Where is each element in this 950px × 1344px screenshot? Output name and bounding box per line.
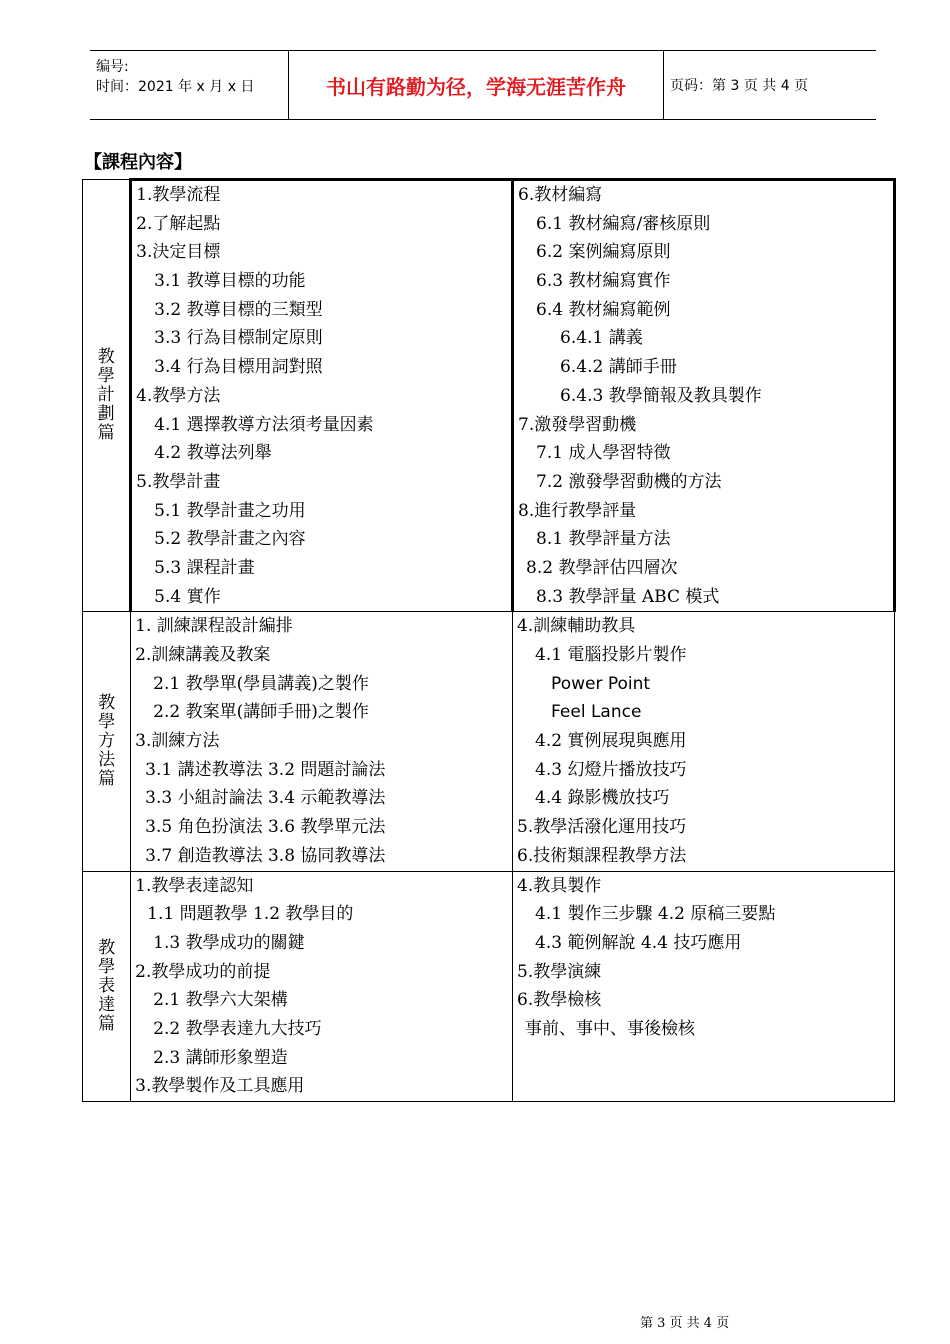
outline-item: 5.1 教學計畫之功用 [154,500,306,521]
outline-item: 5.4 實作 [154,586,221,607]
outline-item: 2.2 教學表達九大技巧 [153,1018,322,1039]
section-left-column [131,180,513,612]
outline-item: 6.4 教材編寫範例 [536,299,671,320]
outline-item: 3.7 創造教導法 3.8 協同教導法 [145,845,386,866]
document-number: 编号: [96,59,129,75]
outline-item: 3.4 行為目標用詞對照 [154,357,323,378]
page-footer: 第 3 页 共 4 页 [640,1316,730,1331]
outline-item: 4.教學方法 [136,385,221,406]
section-category [83,871,131,1102]
outline-item: 事前、事中、事後檢核 [525,1018,696,1039]
section-row [83,871,895,1102]
section-left-column [131,612,513,871]
outline-item: 8.進行教學評量 [518,500,637,521]
outline-item: 5.3 課程計畫 [154,557,255,578]
outline-item: 6.3 教材編寫實作 [536,271,671,292]
outline-item: 1.1 問題教學 1.2 教學目的 [147,904,354,925]
outline-item: 4.訓練輔助教具 [517,616,636,637]
outline-item: 5.2 教學計畫之內容 [154,529,306,550]
outline-item: 3.3 小組討論法 3.4 示範教導法 [145,788,386,809]
outline-item: 6.4.3 教學簡報及教具製作 [560,385,762,406]
outline-item: 4.3 幻燈片播放技巧 [535,759,687,780]
document-date: 时间：2021 年 x 月 x 日 [96,79,255,95]
outline-item: 3.訓練方法 [135,731,220,752]
section-left-column [131,871,513,1102]
outline-item: 6.教學檢核 [517,990,602,1011]
outline-item: 3.3 行為目標制定原則 [154,328,323,349]
outline-item: 2.1 教學六大架構 [153,990,288,1011]
outline-item: 4.2 實例展現與應用 [535,731,687,752]
outline-item: 4.4 錄影機放技巧 [535,788,670,809]
section-category-label: 教學表達篇 [98,937,116,1034]
outline-item: 4.1 製作三步驟 4.2 原稿三要點 [535,904,776,925]
section-category [83,180,131,612]
outline-item: 8.1 教學評量方法 [536,529,671,550]
outline-item: 3.1 講述教導法 3.2 問題討論法 [145,759,386,780]
outline-item: 1. 訓練課程設計編排 [135,616,293,637]
outline-item: 6.4.2 講師手冊 [560,357,677,378]
section-right-column [513,180,895,612]
section-right-column [513,871,895,1102]
page-header [90,50,876,120]
section-category [83,612,131,871]
outline-item: 4.1 選擇教導方法須考量因素 [154,414,374,435]
outline-item: 4.教具製作 [517,875,602,896]
outline-item: 4.2 教導法列舉 [154,443,272,464]
outline-item: Power Point [551,673,651,694]
outline-item: 6.教材編寫 [518,185,603,205]
outline-item: 5.教學活潑化運用技巧 [517,817,687,838]
outline-item: 1.教學表達認知 [135,875,254,896]
header-meta [96,57,254,97]
section-title: 【課程內容】 [84,152,192,173]
outline-item: 6.4.1 講義 [560,328,643,349]
outline-item: 7.1 成人學習特徵 [536,443,671,464]
outline-item: 6.2 案例編寫原則 [536,242,671,263]
course-content-table [82,178,896,1102]
header-page-info: 页码：第 3 页 共 4 页 [670,78,809,94]
outline-item: 5.教學計畫 [136,471,221,492]
outline-item: 1.教學流程 [136,185,221,205]
outline-item: 7.激發學習動機 [518,414,637,435]
outline-item: 2.教學成功的前提 [135,961,271,982]
outline-item: 3.1 教導目標的功能 [154,271,306,292]
outline-item: 2.3 講師形象塑造 [153,1047,288,1068]
header-motto: 书山有路勤为径，学海无涯苦作舟 [288,51,664,119]
outline-item: 6.技術類課程教學方法 [517,845,687,866]
outline-item: 3.教學製作及工具應用 [135,1076,305,1097]
outline-item: 3.5 角色扮演法 3.6 教學單元法 [145,817,386,838]
outline-item: 5.教學演練 [517,961,602,982]
outline-item: 2.1 教學單(學員講義)之製作 [153,673,369,694]
outline-item: 4.3 範例解說 4.4 技巧應用 [535,932,742,953]
outline-item: 2.了解起點 [136,213,221,234]
section-category-label: 教學方法篇 [98,692,116,789]
outline-item: Feel Lance [551,702,642,723]
section-row [83,180,895,612]
outline-item: 6.1 教材編寫/審核原則 [536,213,711,234]
outline-item: 8.3 教學評量 ABC 模式 [536,586,720,607]
outline-item: 3.決定目標 [136,242,221,263]
outline-item: 8.2 教學評估四層次 [526,557,678,578]
section-right-column [513,612,895,871]
outline-item: 2.2 教案單(講師手冊)之製作 [153,702,369,723]
outline-item: 7.2 激發學習動機的方法 [536,471,722,492]
section-row [83,612,895,871]
outline-item: 2.訓練講義及教案 [135,645,271,665]
outline-item: 1.3 教學成功的關鍵 [153,932,305,953]
section-category-label: 教學計劃篇 [97,347,115,444]
outline-item: 3.2 教導目標的三類型 [154,299,323,320]
outline-item: 4.1 電腦投影片製作 [535,645,687,665]
